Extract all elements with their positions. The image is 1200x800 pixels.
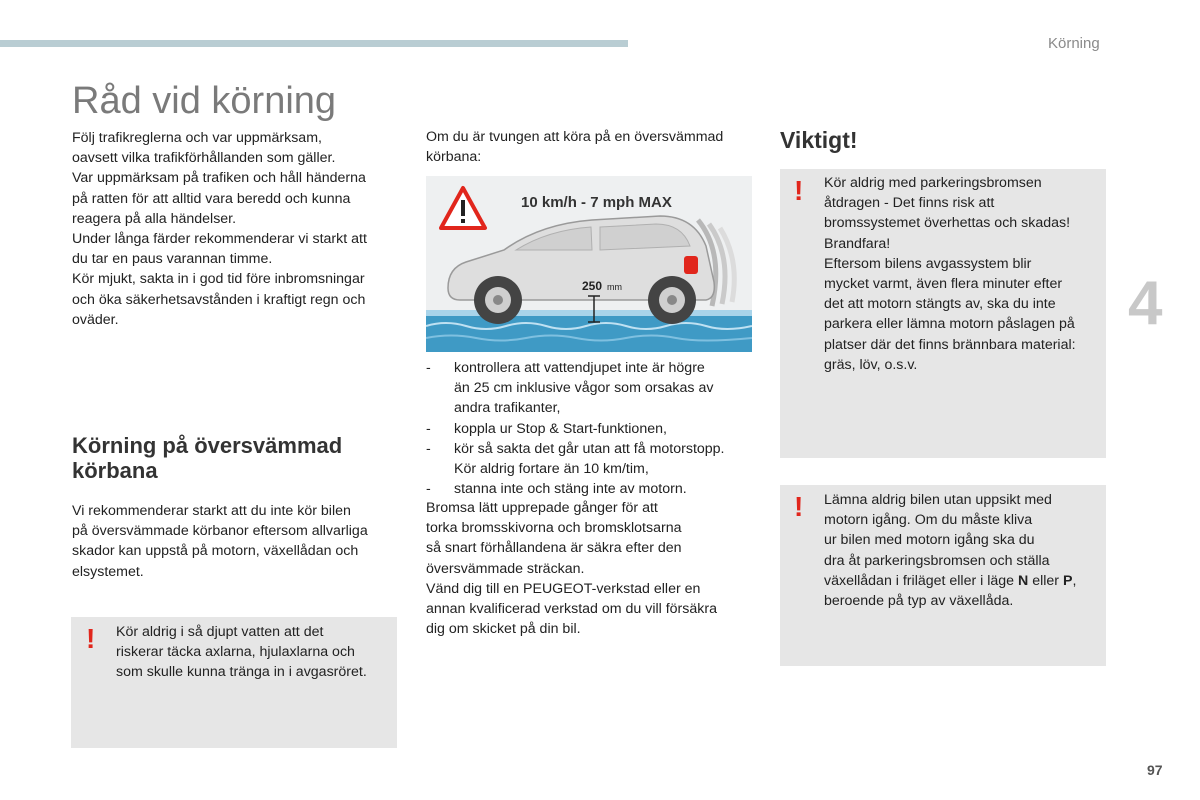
warning-text <box>116 622 394 683</box>
warning-exclamation-icon: ! <box>86 623 96 654</box>
water-depth-unit: mm <box>607 282 622 292</box>
text-line: på ratten för att alltid vara beredd och kunna <box>72 190 351 207</box>
text-line: ur bilen med motorn igång ska du <box>824 532 1035 549</box>
front-wheel <box>474 276 522 324</box>
important-heading: Viktigt! <box>780 127 858 153</box>
gear-park: P <box>1062 572 1073 589</box>
text-line: mycket varmt, även flera minuter efter <box>824 276 1063 293</box>
text-line: som skulle kunna tränga in i avgasröret. <box>116 664 367 681</box>
flooded-road-intro <box>426 127 756 167</box>
warning-exclamation-icon: ! <box>794 175 804 206</box>
text-line: du tar en paus varannan timme. <box>72 251 273 268</box>
text-line: kör så sakta det går utan att få motorstopp. <box>454 440 725 457</box>
text-line: Följ trafikreglerna och var uppmärksam, <box>72 130 322 146</box>
text-line: dig om skicket på din bil. <box>426 621 581 638</box>
text-line: motorn igång. Om du måste kliva <box>824 512 1033 529</box>
parking-brake-warning-box <box>780 169 1106 458</box>
text-line: beroende på typ av växellåda. <box>824 593 1014 610</box>
flooded-car-illustration <box>426 176 752 352</box>
bullet-dash: - <box>426 420 431 437</box>
text-line: Lämna aldrig bilen utan uppsikt med <box>824 492 1052 508</box>
driving-advice-intro <box>72 128 398 330</box>
list-item-text <box>454 419 667 439</box>
section-name: Körning <box>1048 35 1100 52</box>
page-title: Råd vid körning <box>72 80 337 122</box>
text-line: Vänd dig till en PEUGEOT-verkstad eller en <box>426 580 701 597</box>
text-segment: växellådan i friläget eller i läge <box>824 572 1019 589</box>
text-line: koppla ur Stop & Start-funktionen, <box>454 420 667 437</box>
text-line: Kör mjukt, sakta in i god tid före inbromsningar <box>72 271 365 288</box>
bullet-dash: - <box>426 440 431 457</box>
text-line: det att motorn stängts av, ska du inte <box>824 296 1056 313</box>
gear-neutral: N <box>1018 572 1029 589</box>
text-line <box>824 571 1104 591</box>
list-item <box>426 358 756 419</box>
text-line: Om du är tvungen att köra på en översvämmad <box>426 129 724 145</box>
water-depth-value: 250 <box>582 279 603 293</box>
warning-exclamation-icon: ! <box>794 491 804 522</box>
flooded-road-steps <box>426 358 756 499</box>
flooded-road-body <box>72 501 398 582</box>
bullet-dash: - <box>426 360 431 376</box>
after-flood-advice <box>426 498 756 639</box>
text-line: Brandfara! <box>824 235 891 252</box>
text-line: Kör aldrig fortare än 10 km/tim, <box>454 461 649 478</box>
list-item-text <box>454 358 713 419</box>
text-line: översvämmade sträckan. <box>426 560 585 577</box>
text-line: oväder. <box>72 311 119 328</box>
water-surface <box>426 310 752 352</box>
warning-text <box>824 490 1104 611</box>
text-line: Var uppmärksam på trafiken och håll händerna <box>72 170 366 187</box>
text-line: Vi rekommenderar starkt att du inte kör bilen <box>72 503 351 519</box>
text-line: parkera eller lämna motorn påslagen på <box>824 316 1075 333</box>
speed-limit-label: 10 km/h - 7 mph MAX <box>521 194 672 211</box>
text-line: så snart förhållandena är säkra efter den <box>426 540 682 557</box>
text-line: åtdragen - Det finns risk att <box>824 195 995 212</box>
text-line: torka bromsskivorna och bromsklotsarna <box>426 520 682 537</box>
text-line: körbana: <box>426 149 482 166</box>
list-item-text <box>454 439 725 479</box>
text-line: andra trafikanter, <box>454 400 561 417</box>
text-line: reagera på alla händelser. <box>72 210 237 227</box>
text-line: oavsett vilka trafikförhållanden som gäller. <box>72 150 336 167</box>
text-line: Eftersom bilens avgassystem blir <box>824 255 1032 272</box>
text-line: Kör aldrig i så djupt vatten att det <box>116 624 324 640</box>
text-line: Kör aldrig med parkeringsbromsen <box>824 175 1042 191</box>
water-depth-warning-box <box>71 617 397 748</box>
text-line: platser där det finns brännbara material: <box>824 336 1076 353</box>
text-segment: eller <box>1028 572 1063 589</box>
heading-line: Körning på översvämmad <box>72 433 343 458</box>
text-line: dra åt parkeringsbromsen och ställa <box>824 552 1050 569</box>
page-number: 97 <box>1147 762 1163 778</box>
heading-line: körbana <box>72 458 158 483</box>
text-line: Under långa färder rekommenderar vi starkt att <box>72 231 367 248</box>
text-line: bromssystemet överhettas och skadas! <box>824 215 1071 232</box>
text-line: riskerar täcka axlarna, hjulaxlarna och <box>116 644 355 661</box>
text-line: elsystemet. <box>72 563 144 580</box>
header-accent-bar <box>0 40 628 47</box>
flooded-road-heading <box>72 433 342 483</box>
text-line: Bromsa lätt upprepade gånger för att <box>426 500 658 516</box>
text-line: och öka säkerhetsavstånden i kraftigt regn och <box>72 291 366 308</box>
text-line: på översvämmade körbanor eftersom allvarliga <box>72 523 368 540</box>
chapter-number: 4 <box>1128 269 1163 338</box>
list-item <box>426 419 756 439</box>
text-line: än 25 cm inklusive vågor som orsakas av <box>454 380 714 397</box>
warning-text <box>824 173 1104 375</box>
list-item <box>426 439 756 479</box>
text-line: stanna inte och stäng inte av motorn. <box>454 481 687 498</box>
text-line: gräs, löv, o.s.v. <box>824 356 918 373</box>
text-line: skador kan uppstå på motorn, växellådan och <box>72 543 359 560</box>
text-line: annan kvalificerad verkstad om du vill försäkra <box>426 601 717 618</box>
text-segment: , <box>1072 572 1077 589</box>
text-line: kontrollera att vattendjupet inte är högre <box>454 360 705 376</box>
bullet-dash: - <box>426 481 431 498</box>
unattended-engine-warning-box <box>780 485 1106 666</box>
list-item-text <box>454 479 687 499</box>
list-item <box>426 479 756 499</box>
rear-wheel <box>648 276 696 324</box>
